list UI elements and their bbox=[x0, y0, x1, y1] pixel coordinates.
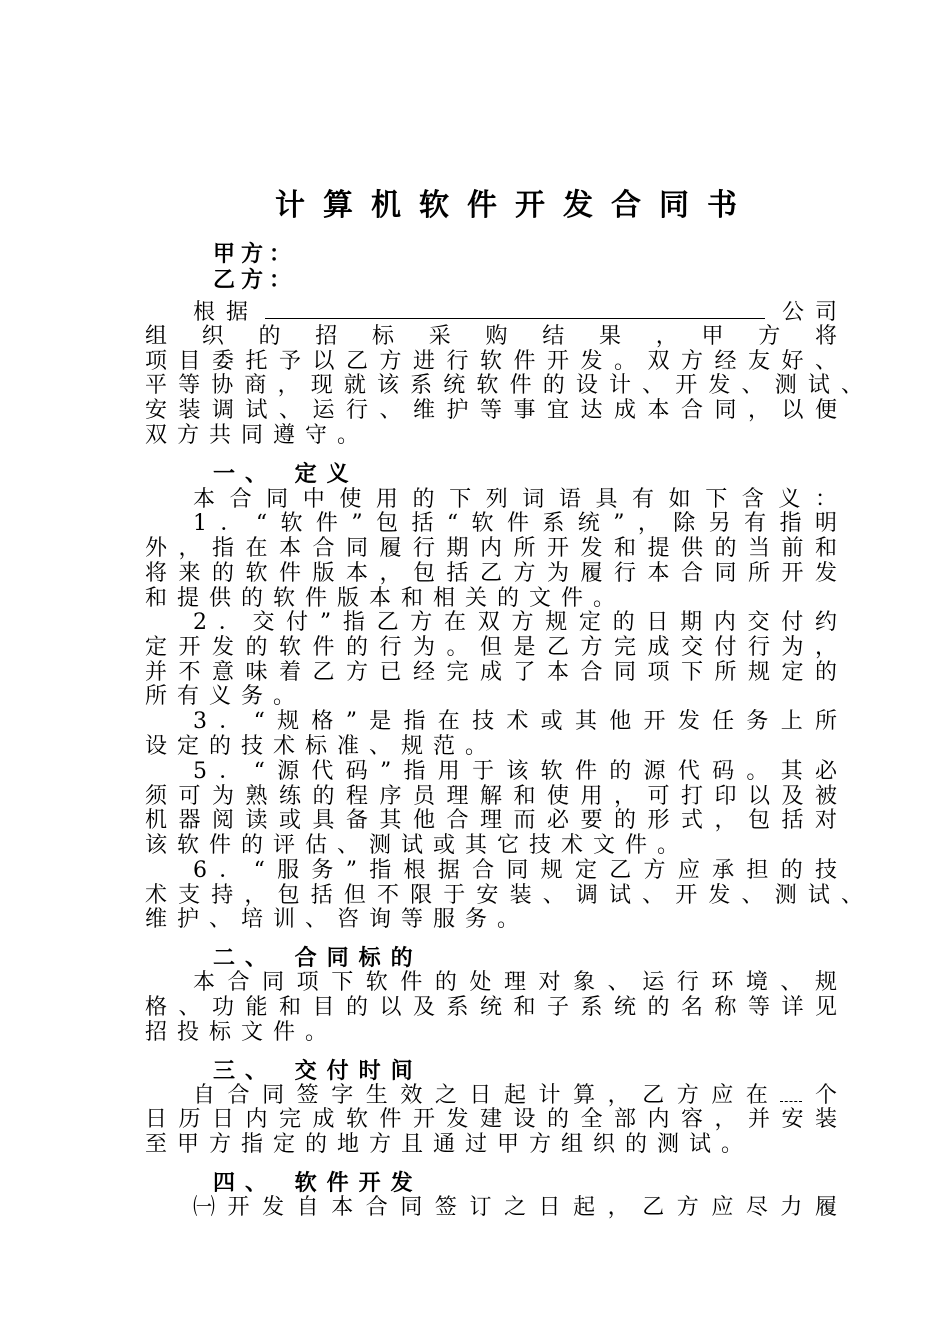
section-heading-delivery: 三、 交付时间 bbox=[213, 1058, 423, 1084]
preamble-lead: 根据 bbox=[193, 300, 259, 325]
section1-line: 和提供的软件版本和相关的文件。 bbox=[145, 586, 626, 611]
section1-line: 将来的软件版本，包括乙方为履行本合同所开发 bbox=[145, 561, 837, 586]
section2-line: 本合同项下软件的处理对象、运行环境、规 bbox=[193, 970, 837, 995]
section3-line: 至甲方指定的地方且通过甲方组织的测试。 bbox=[145, 1132, 754, 1157]
preamble-line: 安装调试、运行、维护等事宜达成本合同，以便 bbox=[145, 398, 837, 423]
party-a-label: 甲方： bbox=[213, 241, 298, 267]
section1-line: 并不意味着乙方已经完成了本合同项下所规定的 bbox=[145, 660, 837, 685]
preamble-line: 组 织 的 招 标 采 购 结 果 ， 甲 方 将 bbox=[145, 324, 837, 349]
section1-line: 1．“软件”包括“软件系统”，除另有指明 bbox=[193, 511, 837, 536]
section1-line: 该软件的评估、测试或其它技术文件。 bbox=[145, 833, 690, 858]
delivery-unit: 个 bbox=[802, 1083, 837, 1108]
days-blank bbox=[780, 1085, 802, 1102]
section3-line: 日历日内完成软件开发建设的全部内容，并安装 bbox=[145, 1107, 837, 1132]
section4-line: ㈠开发自本合同签订之日起，乙方应尽力履 bbox=[193, 1195, 837, 1220]
section1-line: 外，指在本合同履行期内所开发和提供的当前和 bbox=[145, 536, 837, 561]
section1-line: 3．“规格”是指在技术或其他开发任务上所 bbox=[193, 709, 837, 734]
section1-line: 所有义务。 bbox=[145, 684, 306, 709]
section1-line: 5．“源代码”指用于该软件的源代码。其必 bbox=[193, 759, 837, 784]
section1-line: 维护、培训、咨询等服务。 bbox=[145, 907, 530, 932]
section1-line: 定开发的软件的行为。但是乙方完成交付行为， bbox=[145, 635, 837, 660]
section3-line-1 bbox=[193, 1083, 837, 1109]
preamble-company: 公司 bbox=[771, 300, 837, 325]
preamble-line-1 bbox=[193, 298, 837, 324]
preamble-line: 项目委托予以乙方进行软件开发。双方经友好、 bbox=[145, 349, 837, 374]
section2-line: 格、功能和目的以及系统和子系统的名称等详见 bbox=[145, 995, 837, 1020]
party-b-label: 乙方： bbox=[213, 267, 298, 293]
document-title: 计算机软件开发合同书 bbox=[275, 188, 755, 223]
section1-line: 本合同中使用的下列词语具有如下含义： bbox=[193, 487, 837, 512]
section-heading-subject: 二、 合同标的 bbox=[213, 945, 423, 971]
section1-line: 机器阅读或具备其他合理而必要的形式，包括对 bbox=[145, 808, 837, 833]
company-blank bbox=[265, 298, 765, 319]
preamble-line: 平等协商，现就该系统软件的设计、开发、测试、 bbox=[145, 373, 863, 398]
section1-line: 2．交付”指乙方在双方规定的日期内交付约 bbox=[193, 610, 837, 635]
section1-line: 设定的技术标准、规范。 bbox=[145, 734, 498, 759]
preamble-line: 双方共同遵守。 bbox=[145, 423, 370, 448]
section1-line: 术支持，包括但不限于安装、调试、开发、测试、 bbox=[145, 883, 863, 908]
section-heading-development: 四、 软件开发 bbox=[213, 1170, 423, 1196]
section2-line: 招投标文件。 bbox=[145, 1020, 338, 1045]
section-heading-definitions: 一、 定义 bbox=[213, 461, 359, 487]
section1-line: 须可为熟练的程序员理解和使用，可打印以及被 bbox=[145, 784, 837, 809]
section1-line: 6．“服务”指根据合同规定乙方应承担的技 bbox=[193, 858, 837, 883]
delivery-lead: 自合同签字生效之日起计算，乙方应在 bbox=[193, 1083, 781, 1108]
